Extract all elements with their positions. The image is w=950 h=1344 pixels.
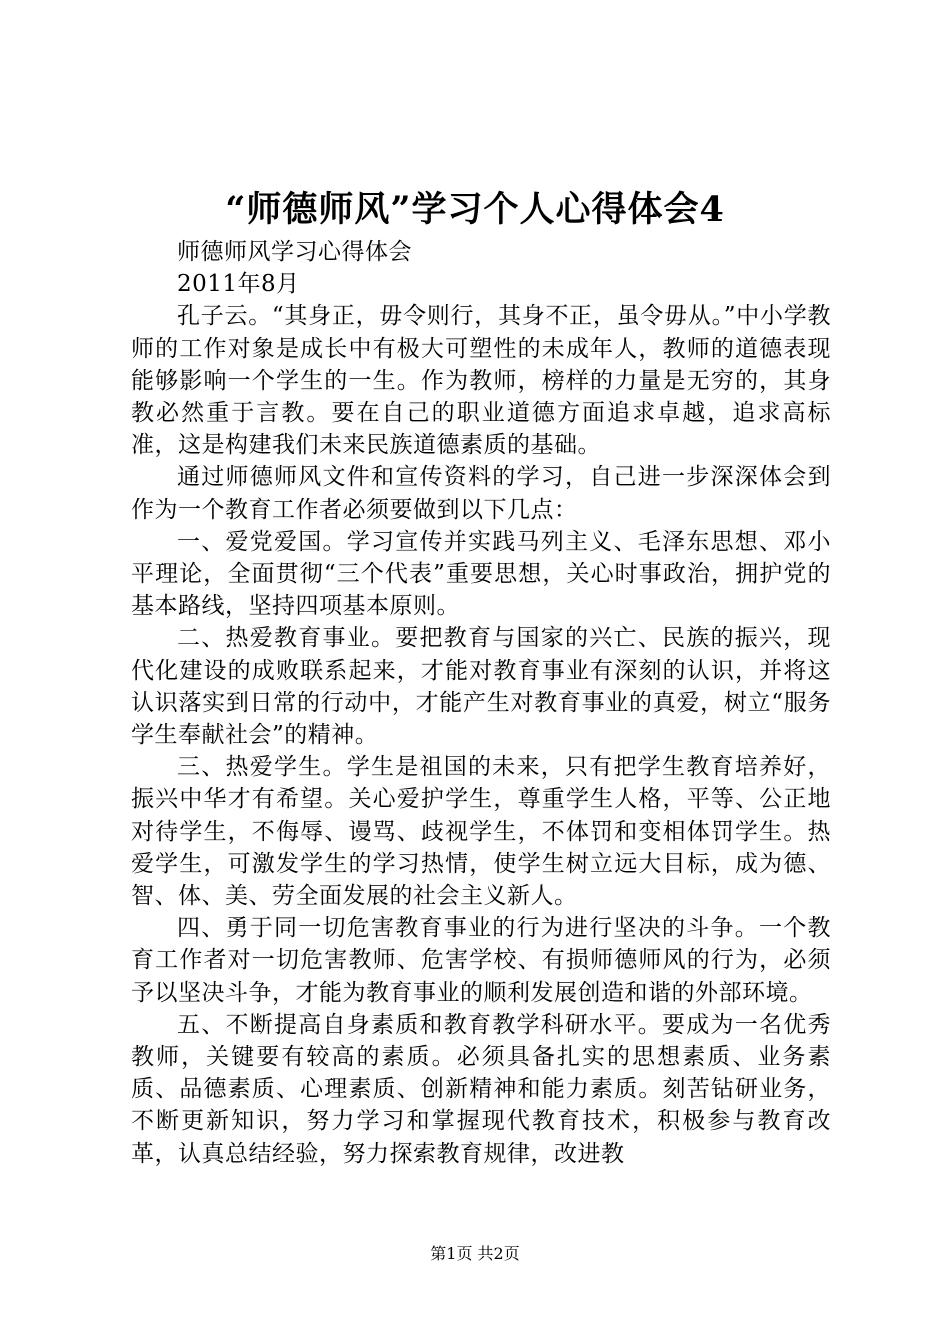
document-title: “师德师风”学习个人心得体会4 <box>225 189 725 230</box>
page-number-footer: 第1页 共2页 <box>430 1244 520 1263</box>
body-paragraph: 三、热爱学生。学生是祖国的未来，只有把学生教育培养好，振兴中华才有希望。关心爱护学生，尊重学生人格，平等、公正地对待学生，不侮辱、谩骂、歧视学生，不体罚和变相体罚学生。热爱学生，可激发学生的学习热情，使学生树立远大目标，成为德、智、体、美、劳全面发展的社会主义新人。 <box>131 754 831 910</box>
body-paragraph: 孔子云。“其身正，毋令则行，其身不正，虽令毋从。”中小学教师的工作对象是成长中有极大可塑性的未成年人，教师的道德表现能够影响一个学生的一生。作为教师，榜样的力量是无穷的，其身教必然重于言教。要在自己的职业道德方面追求卓越，追求高标准，这是构建我们未来民族道德素质的基础。 <box>131 303 831 459</box>
subtitle-paragraph: 师德师风学习心得体会 <box>177 239 412 265</box>
body-paragraph: 一、爱党爱国。学习宣传并实践马列主义、毛泽东思想、邓小平理论，全面贯彻“三个代表”重要思想，关心时事政治，拥护党的基本路线，坚持四项基本原则。 <box>131 528 831 620</box>
date-paragraph: 2011年8月 <box>177 271 300 298</box>
body-paragraph: 四、勇于同一切危害教育事业的行为进行坚决的斗争。一个教育工作者对一切危害教师、危害学校、有损师德师风的行为，必须予以坚决斗争，才能为教育事业的顺利发展创造和谐的外部环境。 <box>131 915 831 1006</box>
body-paragraph: 二、热爱教育事业。要把教育与国家的兴亡、民族的振兴，现代化建设的成败联系起来，才能对教育事业有深刻的认识，并将这认识落实到日常的行动中，才能产生对教育事业的真爱，树立“服务学生奉献社会”的精神。 <box>131 625 831 749</box>
body-paragraph: 五、不断提高自身素质和教育教学科研水平。要成为一名优秀教师，关键要有较高的素质。必须具备扎实的思想素质、业务素质、品德素质、心理素质、创新精神和能力素质。刻苦钻研业务，不断更新知识，努力学习和掌握现代教育技术，积极参与教育改革，认真总结经验，努力探索教育规律，改进教 <box>131 1011 831 1167</box>
body-paragraph: 通过师德师风文件和宣传资料的学习，自己进一步深深体会到作为一个教育工作者必须要做到以下几点： <box>131 464 831 523</box>
document-body <box>131 236 831 1170</box>
